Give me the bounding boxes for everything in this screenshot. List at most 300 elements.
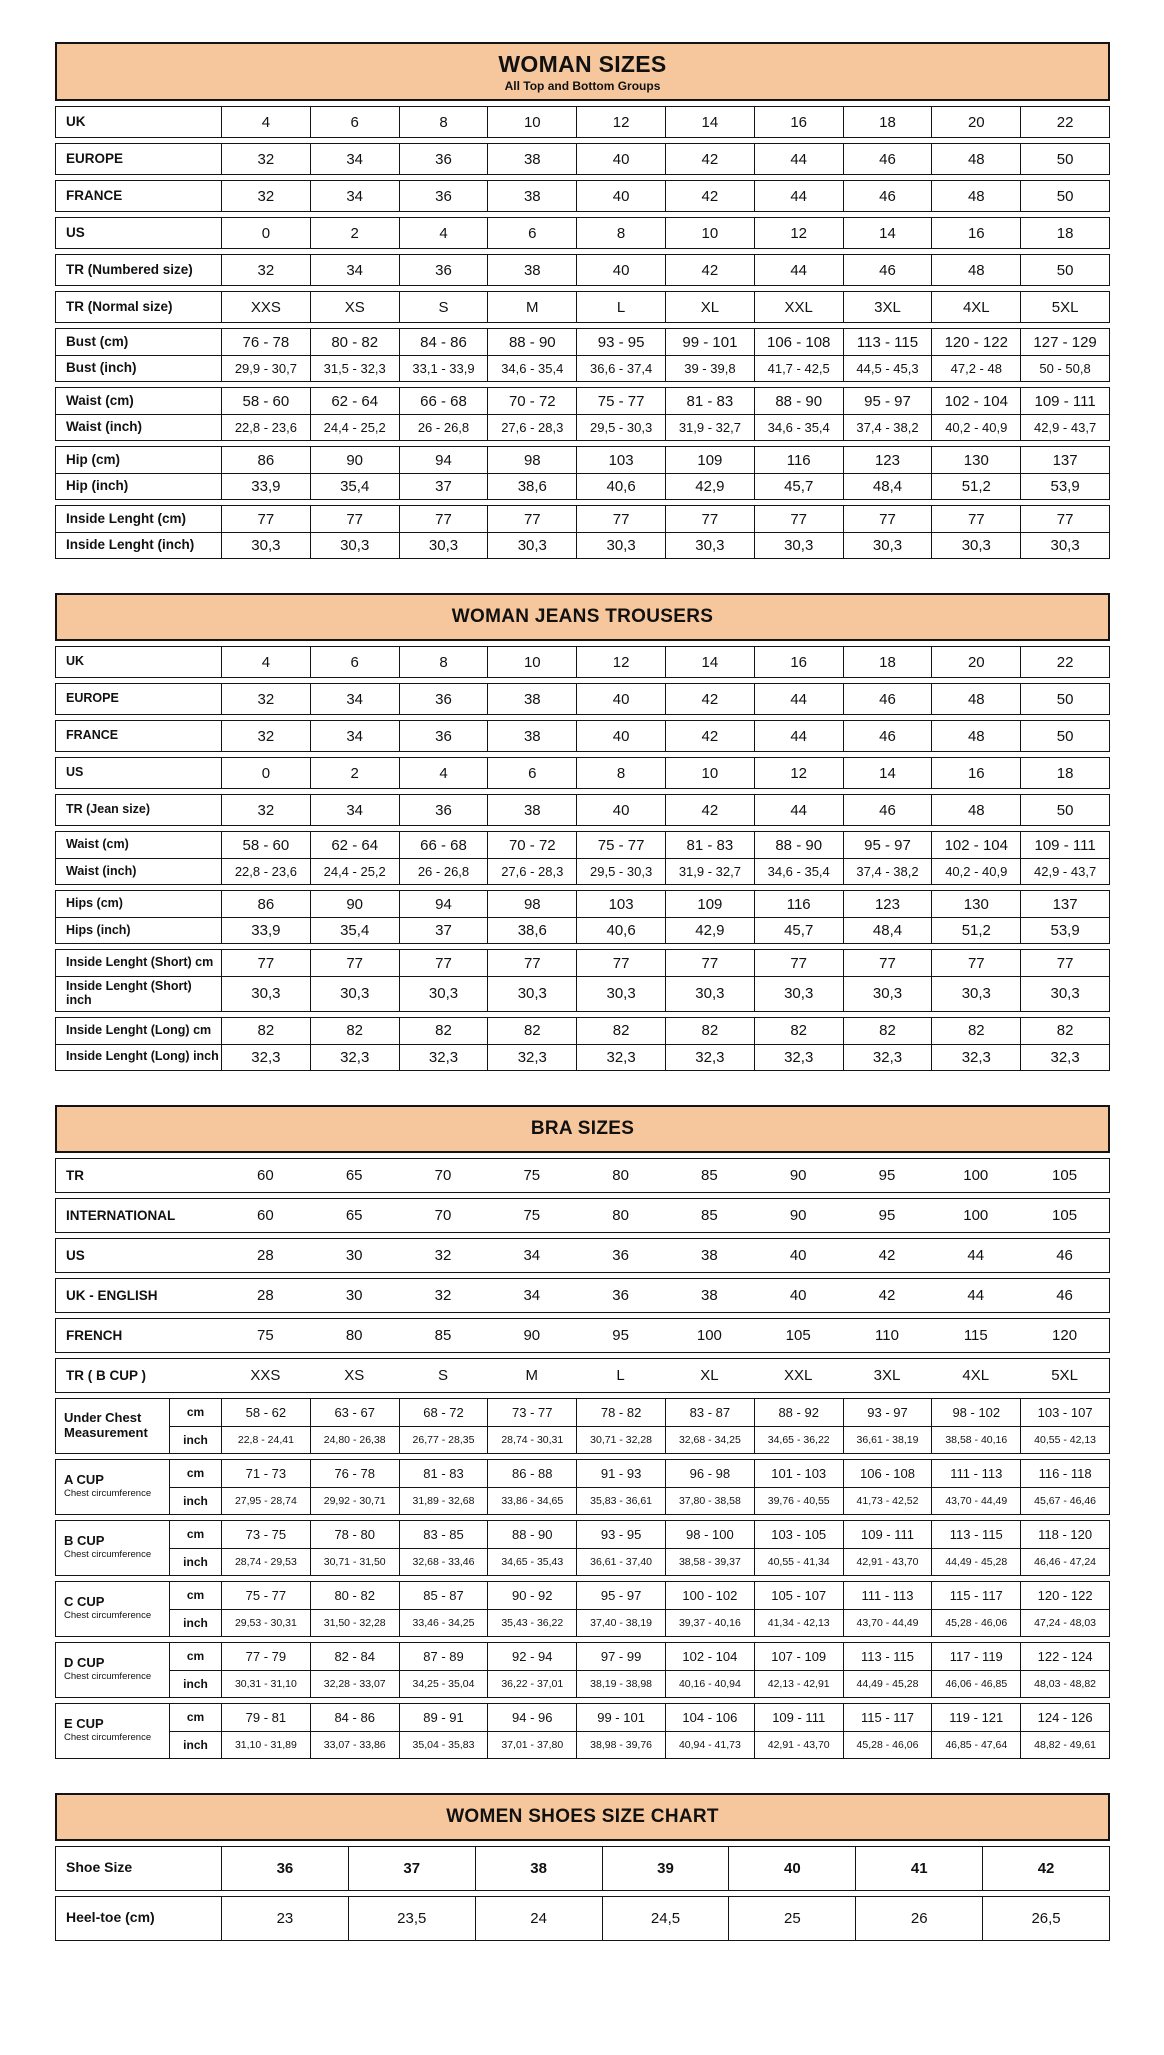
size-cell: 103 - 105 (754, 1521, 843, 1548)
size-cell: 92 - 94 (487, 1643, 576, 1670)
size-cell: 38 (487, 181, 576, 211)
size-cell: 35,4 (310, 918, 399, 943)
size-cell: 81 - 83 (665, 388, 754, 414)
size-cell: 82 (487, 1018, 576, 1044)
table-row (56, 1279, 1109, 1312)
size-cell: 98 (487, 891, 576, 917)
size-cell: 105 (1052, 1166, 1078, 1184)
size-cell: 95 (878, 1206, 896, 1224)
size-cell: 40 (728, 1847, 855, 1890)
size-cell: 102 - 104 (931, 388, 1020, 414)
size-cell: 35,43 - 36,22 (487, 1609, 576, 1636)
size-cell: 105 (1052, 1206, 1078, 1224)
size-cell: 77 (576, 506, 665, 532)
shoes-size-header (55, 1793, 1110, 1841)
cup-group (55, 1642, 1110, 1698)
size-cell: 95 - 97 (576, 1582, 665, 1609)
size-cell: 34,65 - 36,22 (754, 1426, 843, 1453)
size-cell: 46 (1056, 1246, 1073, 1264)
size-cell: 44 (754, 255, 843, 285)
size-cell: 95 - 97 (843, 832, 932, 858)
row-group (55, 794, 1110, 826)
size-cell: 23 (221, 1897, 348, 1940)
size-cell: 80 (612, 1206, 629, 1224)
row-label: INTERNATIONAL (66, 1207, 176, 1223)
size-cell: 104 - 106 (665, 1704, 754, 1731)
size-cell: 40,55 - 42,13 (1020, 1426, 1109, 1453)
size-cell: 14 (665, 107, 754, 137)
table-row (56, 795, 1109, 825)
size-cell: 65 (345, 1206, 363, 1224)
woman-sizes-subtitle: All Top and Bottom Groups (504, 79, 661, 93)
size-cell: 75 - 77 (576, 832, 665, 858)
size-cell: 31,10 - 31,89 (221, 1731, 310, 1758)
size-cell: 34 (310, 255, 399, 285)
size-cell: 90 (789, 1206, 807, 1224)
row-label: UK (66, 654, 85, 669)
size-cell: 120 - 122 (931, 329, 1020, 355)
size-cell: 102 - 104 (665, 1643, 754, 1670)
size-cell: 117 - 119 (931, 1643, 1020, 1670)
row-label: Inside Lenght (Long) cm (66, 1022, 212, 1037)
size-cell: 22,8 - 23,6 (221, 415, 310, 440)
row-group (55, 106, 1110, 138)
table-row (56, 218, 1109, 248)
size-cell: 40 (789, 1286, 807, 1304)
size-cell: 30,3 (221, 533, 310, 558)
row-group (55, 1846, 1110, 1891)
size-cell: 38,6 (487, 918, 576, 943)
size-cell: 76 - 78 (221, 329, 310, 355)
unit-inch-label: inch (169, 1670, 221, 1697)
size-cell: 40 (576, 181, 665, 211)
size-cell: 30,31 - 31,10 (221, 1670, 310, 1697)
bra-sizes-title: BRA SIZES (530, 1117, 635, 1139)
size-cell: 34 (310, 181, 399, 211)
table-row (56, 858, 1109, 884)
size-cell: 30,3 (843, 977, 932, 1011)
size-cell: 88 - 90 (754, 388, 843, 414)
table-row (56, 292, 1109, 322)
size-cell: 66 - 68 (399, 388, 488, 414)
size-cell: 113 - 115 (843, 329, 932, 355)
row-label: Waist (inch) (66, 863, 137, 878)
size-cell: 31,5 - 32,3 (310, 356, 399, 381)
size-cell: 33,9 (221, 918, 310, 943)
cup-label (56, 1582, 169, 1636)
size-cell: 88 - 90 (754, 832, 843, 858)
size-cell: 109 - 111 (843, 1521, 932, 1548)
size-cell: 42 (878, 1246, 896, 1264)
size-cell: 50 (1020, 181, 1109, 211)
size-cell: 98 - 102 (931, 1399, 1020, 1426)
unit-cm-label: cm (169, 1460, 221, 1487)
size-cell: 42 (665, 181, 754, 211)
size-cell: 53,9 (1020, 918, 1109, 943)
size-cell: 44,49 - 45,28 (931, 1548, 1020, 1575)
size-cell: 42 (982, 1847, 1109, 1890)
size-cell: 34,6 - 35,4 (754, 415, 843, 440)
size-cell: 20 (931, 647, 1020, 677)
jeans-trousers-title: WOMAN JEANS TROUSERS (451, 606, 714, 627)
row-label: Waist (inch) (66, 419, 142, 435)
size-cell: 46 (843, 255, 932, 285)
cup-label-sub: Chest circumference (64, 1488, 152, 1499)
size-cell: 5XL (1020, 292, 1109, 322)
cup-label-main: A CUP (64, 1472, 104, 1488)
size-cell: 99 - 101 (665, 329, 754, 355)
cup-group (55, 1520, 1110, 1576)
cup-label (56, 1704, 169, 1758)
size-cell: 26 - 26,8 (399, 859, 488, 884)
size-cell: 22 (1020, 107, 1109, 137)
size-cell: 41,7 - 42,5 (754, 356, 843, 381)
size-cell: 77 (221, 950, 310, 976)
size-cell: 46 (843, 684, 932, 714)
size-cell: 24 (475, 1897, 602, 1940)
table-row (56, 329, 1109, 355)
size-cell: 50 (1020, 684, 1109, 714)
jeans-trousers-header (55, 593, 1110, 641)
size-cell: 30,3 (487, 533, 576, 558)
cup-label (56, 1521, 169, 1575)
size-cell: 18 (843, 107, 932, 137)
size-cell: 127 - 129 (1020, 329, 1109, 355)
size-cell: 38,98 - 39,76 (576, 1731, 665, 1758)
size-cell: 77 (843, 950, 932, 976)
size-cell: 40,2 - 40,9 (931, 415, 1020, 440)
table-row (56, 355, 1109, 381)
size-cell: 44 (754, 721, 843, 751)
row-label: Waist (cm) (66, 392, 134, 408)
table-row (56, 388, 1109, 414)
row-label: TR (Jean size) (66, 802, 151, 817)
size-cell: 30,3 (665, 977, 754, 1011)
size-cell: 38 (487, 255, 576, 285)
size-cell: 137 (1020, 447, 1109, 473)
cup-label-main: E CUP (64, 1716, 104, 1732)
size-cell: 122 - 124 (1020, 1643, 1109, 1670)
size-cell: 26,77 - 28,35 (399, 1426, 488, 1453)
row-label: Inside Lenght (Long) inch (66, 1049, 219, 1064)
size-cell: 27,95 - 28,74 (221, 1487, 310, 1514)
cup-label (56, 1460, 169, 1514)
size-cell: 86 - 88 (487, 1460, 576, 1487)
size-cell: 115 - 117 (931, 1582, 1020, 1609)
size-cell: 40 (576, 795, 665, 825)
row-label: TR ( B CUP ) (66, 1367, 146, 1383)
size-cell: 34 (310, 795, 399, 825)
row-group (55, 180, 1110, 212)
size-cell: 42,13 - 42,91 (754, 1670, 843, 1697)
size-cell: 109 - 111 (1020, 832, 1109, 858)
size-cell: 119 - 121 (931, 1704, 1020, 1731)
size-cell: 90 (523, 1326, 541, 1344)
cup-label-main: C CUP (64, 1594, 105, 1610)
size-cell: 36,6 - 37,4 (576, 356, 665, 381)
row-label: Waist (cm) (66, 837, 129, 852)
size-cell: 82 (310, 1018, 399, 1044)
size-cell: 5XL (1051, 1366, 1078, 1384)
size-cell: 82 (399, 1018, 488, 1044)
size-cell: 77 (487, 506, 576, 532)
bra-sizes-table (55, 1105, 1110, 1759)
size-cell: 42 (665, 795, 754, 825)
size-cell: 103 (576, 891, 665, 917)
size-cell: 32 (221, 255, 310, 285)
size-cell: L (616, 1366, 625, 1384)
size-cell: 46,85 - 47,64 (931, 1731, 1020, 1758)
size-cell: 29,9 - 30,7 (221, 356, 310, 381)
size-cell: 38 (487, 684, 576, 714)
size-cell: 90 (789, 1166, 807, 1184)
cup-group (55, 1581, 1110, 1637)
size-cell: 101 - 103 (754, 1460, 843, 1487)
woman-sizes-title: WOMAN SIZES (498, 51, 667, 77)
row-label: Bust (cm) (66, 333, 129, 349)
size-cell: 34,6 - 35,4 (754, 859, 843, 884)
row-group (55, 254, 1110, 286)
size-cell: 116 (754, 447, 843, 473)
size-cell: 50 (1020, 795, 1109, 825)
size-cell: 82 - 84 (310, 1643, 399, 1670)
size-cell: 30,3 (221, 977, 310, 1011)
size-cell: 107 - 109 (754, 1643, 843, 1670)
size-cell: 85 - 87 (399, 1582, 488, 1609)
size-cell: 45,67 - 46,46 (1020, 1487, 1109, 1514)
row-group (55, 1238, 1110, 1273)
size-cell: 38 (487, 721, 576, 751)
size-cell: 109 - 111 (1020, 388, 1109, 414)
size-cell: 70 (434, 1206, 452, 1224)
size-cell: 34 (310, 144, 399, 174)
shoes-size-body (55, 1846, 1110, 1941)
size-cell: 41,34 - 42,13 (754, 1609, 843, 1636)
cup-label-sub: Chest circumference (64, 1732, 152, 1743)
size-cell: 32 (221, 684, 310, 714)
row-label: TR (66, 1167, 84, 1183)
size-cell: 95 (878, 1166, 896, 1184)
size-cell: 30,3 (399, 533, 488, 558)
bra-band-section (55, 1158, 1110, 1393)
size-cell: 75 - 77 (221, 1582, 310, 1609)
size-cell: 46,06 - 46,85 (931, 1670, 1020, 1697)
size-cell: 8 (399, 647, 488, 677)
size-cell: 10 (487, 647, 576, 677)
size-cell: 88 - 90 (487, 329, 576, 355)
size-cell: 35,04 - 35,83 (399, 1731, 488, 1758)
size-cell: 77 (931, 950, 1020, 976)
size-cell: 24,4 - 25,2 (310, 859, 399, 884)
unit-inch-label: inch (169, 1548, 221, 1575)
size-cell: 30,71 - 32,28 (576, 1426, 665, 1453)
size-cell: 124 - 126 (1020, 1704, 1109, 1731)
size-cell: 87 - 89 (399, 1643, 488, 1670)
size-cell: 51,2 (931, 474, 1020, 499)
size-cell: XL (700, 1366, 719, 1384)
size-cell: 3XL (843, 292, 932, 322)
size-cell: 70 - 72 (487, 388, 576, 414)
table-row (56, 1359, 1109, 1392)
size-cell: 77 (1020, 506, 1109, 532)
size-cell: 12 (754, 218, 843, 248)
size-cell: 3XL (873, 1366, 901, 1384)
size-cell: 32,3 (931, 1045, 1020, 1070)
size-cell: 32,3 (576, 1045, 665, 1070)
size-cell: 85 (701, 1166, 718, 1184)
size-cell: 32,68 - 34,25 (665, 1426, 754, 1453)
size-cell: 35,83 - 36,61 (576, 1487, 665, 1514)
cup-label-main: D CUP (64, 1655, 105, 1671)
size-cell: 123 (843, 891, 932, 917)
size-cell: 2 (310, 758, 399, 788)
size-cell: 12 (576, 107, 665, 137)
row-label: UK (66, 113, 86, 129)
size-cell: 12 (576, 647, 665, 677)
size-cell: 40,6 (576, 474, 665, 499)
size-cell: L (576, 292, 665, 322)
size-cell: 8 (576, 758, 665, 788)
size-cell: 75 (523, 1166, 541, 1184)
size-cell: 35,4 (310, 474, 399, 499)
row-group (55, 720, 1110, 752)
size-cell: 70 (434, 1166, 452, 1184)
table-row (56, 144, 1109, 174)
size-cell: 6 (487, 758, 576, 788)
size-cell: 73 - 75 (221, 1521, 310, 1548)
size-cell: 36 (399, 684, 488, 714)
size-cell: 39,37 - 40,16 (665, 1609, 754, 1636)
size-cell: 60 (257, 1206, 274, 1224)
size-cell: 30,3 (399, 977, 488, 1011)
size-cell: 46 (843, 181, 932, 211)
size-cell: 48 (931, 181, 1020, 211)
size-cell: 30,3 (754, 977, 843, 1011)
size-cell: 116 - 118 (1020, 1460, 1109, 1487)
size-cell: 30,3 (754, 533, 843, 558)
size-cell: 24,80 - 26,38 (310, 1426, 399, 1453)
size-cell: 86 (221, 891, 310, 917)
size-cell: 29,92 - 30,71 (310, 1487, 399, 1514)
row-label: UK - ENGLISH (66, 1287, 158, 1303)
size-cell: 36,61 - 37,40 (576, 1548, 665, 1575)
unit-inch-label: inch (169, 1426, 221, 1453)
cup-label-sub: Chest circumference (64, 1610, 152, 1621)
row-group (55, 1198, 1110, 1233)
size-cell: 40 (576, 255, 665, 285)
size-cell: 120 - 122 (1020, 1582, 1109, 1609)
size-cell: 40,2 - 40,9 (931, 859, 1020, 884)
size-cell: 84 - 86 (310, 1704, 399, 1731)
row-group (55, 1896, 1110, 1941)
size-cell: 42,91 - 43,70 (754, 1731, 843, 1758)
size-cell: 40,55 - 41,34 (754, 1548, 843, 1575)
size-cell: 115 (963, 1326, 988, 1344)
unit-cm-label: cm (169, 1582, 221, 1609)
size-cell: 115 - 117 (843, 1704, 932, 1731)
size-cell: 4 (221, 647, 310, 677)
size-cell: 53,9 (1020, 474, 1109, 499)
row-group (55, 217, 1110, 249)
size-cell: 29,5 - 30,3 (576, 859, 665, 884)
size-cell: 85 (701, 1206, 718, 1224)
cup-label (56, 1399, 169, 1453)
size-cell: 82 (843, 1018, 932, 1044)
size-cell: 30,3 (310, 533, 399, 558)
size-cell: 93 - 95 (576, 329, 665, 355)
table-row (56, 532, 1109, 558)
size-cell: 78 - 80 (310, 1521, 399, 1548)
size-cell: 77 (487, 950, 576, 976)
size-cell: 33,07 - 33,86 (310, 1731, 399, 1758)
size-cell: 40 (576, 721, 665, 751)
size-cell: 109 (665, 447, 754, 473)
size-cell: 23,5 (348, 1897, 475, 1940)
size-cell: 84 - 86 (399, 329, 488, 355)
size-cell: 32,3 (221, 1045, 310, 1070)
size-cell: 77 (399, 506, 488, 532)
size-cell: 42,91 - 43,70 (843, 1548, 932, 1575)
size-cell: 31,9 - 32,7 (665, 859, 754, 884)
size-cell: 37 (399, 918, 488, 943)
size-cell: 18 (843, 647, 932, 677)
row-label: Inside Lenght (inch) (66, 537, 195, 553)
size-cell: 8 (399, 107, 488, 137)
table-row (56, 647, 1109, 677)
size-cell: 73 - 77 (487, 1399, 576, 1426)
size-cell: 10 (665, 218, 754, 248)
size-cell: 109 (665, 891, 754, 917)
size-cell: 82 (754, 1018, 843, 1044)
size-cell: XXS (221, 292, 310, 322)
size-cell: 27,6 - 28,3 (487, 415, 576, 440)
size-cell: 32,68 - 33,46 (399, 1548, 488, 1575)
size-cell: S (437, 1366, 448, 1384)
size-cell: 95 - 97 (843, 388, 932, 414)
size-cell: 14 (843, 758, 932, 788)
table-row (56, 1847, 1109, 1890)
size-cell: XXL (784, 1366, 813, 1384)
size-cell: 44 (754, 795, 843, 825)
size-cell: 14 (843, 218, 932, 248)
size-cell: 65 (345, 1166, 363, 1184)
size-cell: 16 (754, 107, 843, 137)
size-cell: 95 (612, 1326, 629, 1344)
size-cell: 85 (434, 1326, 452, 1344)
size-cell: 77 (665, 950, 754, 976)
size-cell: 27,6 - 28,3 (487, 859, 576, 884)
size-cell: 51,2 (931, 918, 1020, 943)
size-cell: 34 (310, 684, 399, 714)
size-cell: 6 (310, 647, 399, 677)
size-cell: 4 (399, 758, 488, 788)
row-label: Inside Lenght (Short) cm (66, 955, 214, 970)
size-cell: 36,22 - 37,01 (487, 1670, 576, 1697)
size-cell: 42,9 - 43,7 (1020, 859, 1109, 884)
size-cell: 2 (310, 218, 399, 248)
size-cell: 32,3 (1020, 1045, 1109, 1070)
size-cell: M (525, 1366, 539, 1384)
size-cell: 25 (728, 1897, 855, 1940)
size-cell: 6 (487, 218, 576, 248)
size-cell: 90 - 92 (487, 1582, 576, 1609)
size-cell: 30,3 (665, 533, 754, 558)
size-cell: 44 (754, 144, 843, 174)
size-cell: 14 (665, 647, 754, 677)
size-cell: 103 - 107 (1020, 1399, 1109, 1426)
size-cell: 38,58 - 40,16 (931, 1426, 1020, 1453)
size-cell: 42 (665, 255, 754, 285)
